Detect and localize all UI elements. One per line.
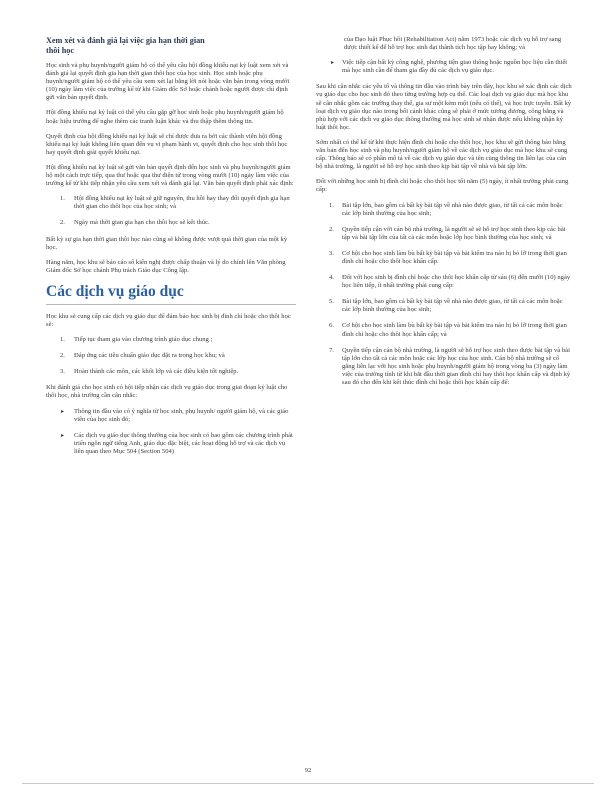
list-item	[46, 336, 296, 344]
list-number: 2.	[60, 219, 65, 227]
paragraph: Học sinh và phụ huynh/người giám hộ có thể yêu cầu hội đồng khiếu nại kỷ luật xem xét và đánh giá lại quyết định gia hạn thời gian thôi học của học sinh. Học sinh hoặc phụ huynh/người giám hộ có thể yêu cầu xem xét lại bằng lời nói hoặc văn bản trong vòng mười (10) ngày làm việc của trường kể từ khi Giám đốc Sở hoặc chánh hoặc người được chỉ định gửi văn bản quyết định.	[46, 62, 290, 102]
list-number: 1.	[60, 195, 65, 203]
list-number: 7.	[329, 346, 334, 354]
list-number: 2.	[60, 352, 65, 360]
list-number: 1.	[60, 336, 65, 344]
bullet-text: Các dịch vụ giáo dục thông thường của học sinh có bao gồm các chương trình phát triển ngôn ngữ tiếng Anh, giáo dục đặc biệt, các hoạt động hỗ trợ và các dịch vụ liên quan theo Mục 504 (Section 504)	[74, 431, 293, 455]
bullet-text: Việc tiếp cận bất kỳ công nghệ, phương tiện giao thông hoặc nguồn học liệu cần thiết mà học sinh cần để tham gia đầy đủ các dịch vụ giáo dục.	[342, 59, 568, 75]
list-number: 5.	[329, 298, 334, 306]
bullet-arrow-icon: ▸	[61, 408, 65, 415]
list-text: Bài tập lớn, bao gồm cả bất kỳ bài tập về nhà nào được giao, từ tất cả các môn hoặc các lớp bình thường của học sinh;	[342, 201, 563, 217]
list-text: Đáp ứng các tiêu chuẩn giáo dục đặt ra trong học khu; và	[74, 352, 225, 360]
list-text: Quyền tiếp cận cán bộ nhà trường, là người sẽ hỗ trợ học sinh theo được bài tập và bài tập lớn cho tất cả các môn hoặc các lớp học của học sinh. Cán bộ nhà trường sẽ cố gắng liên lạc với học sinh hoặc phụ huynh/người giám hộ trong vòng ba (3) ngày làm việc của trường tính từ khi bắt đầu thời gian đình chỉ hay thôi học khẩn cấp và định kỳ sau đó cho đến khi kết thúc đình chỉ hoặc thôi học khẩn cấp để:	[342, 346, 571, 386]
list-item	[316, 202, 572, 218]
footer-divider	[22, 783, 594, 784]
paragraph: Bất kỳ sự gia hạn thời gian thôi học nào cũng sẽ không được vượt quá thời gian của một kỳ học.	[46, 235, 288, 251]
bullet-arrow-icon: ▸	[61, 432, 65, 439]
left-column	[46, 36, 296, 464]
paragraph: Hội đồng khiếu nại kỷ luật sẽ gửi văn bản quyết định đến học sinh và phụ huynh/người giám hộ một cách trực tiếp, qua thư hoặc qua thư điện tử trong vòng mười (10) ngày làm việc của trường kể từ khi tiếp nhận yêu cầu xem xét và đánh giá lại. Văn bản quyết định phải xác định:	[46, 163, 294, 188]
bullet-item	[46, 408, 296, 424]
list-text: Quyền tiếp cận với cán bộ nhà trường, là người sẽ sẽ hỗ trợ học sinh theo kịp các bài tập và bài tập lớn của tất cả các môn hoặc lớp học bình thường của học sinh; và	[342, 225, 566, 241]
list-item	[316, 347, 572, 387]
section-divider	[46, 304, 296, 305]
list-text: Đối với học sinh bị đình chỉ hoặc cho thôi học khẩn cấp từ sáu (6) đến mười (10) ngày học liên tiếp, ít nhất trường phải cung cấp:	[342, 274, 571, 290]
section-title: Các dịch vụ giáo dục	[46, 282, 184, 300]
page-number: 92	[304, 767, 312, 774]
list-item	[46, 219, 296, 227]
list-item	[316, 322, 572, 338]
list-text: Bài tập lớn, bao gồm cả bất kỳ bài tập về nhà nào được giao, từ tất cả các môn hoặc các lớp bình thường của học sinh;	[342, 298, 563, 314]
list-text: Ngày mà thời gian gia hạn cho thôi học sẽ kết thúc.	[74, 219, 210, 227]
list-item	[316, 274, 572, 290]
paragraph: Quyết định của hội đồng khiếu nại kỷ luật sẽ chỉ được đưa ra bởi các thành viên hội đồng khiếu nại kỷ luật không liên quan đến vụ vi phạm hành vi, quyết định cho học sinh thôi học hay quyết định giải quyết khiếu nại.	[46, 132, 288, 156]
list-number: 4.	[329, 274, 334, 282]
list-item	[316, 226, 572, 242]
paragraph: Hội đồng khiếu nại kỷ luật có thể yêu cầu gặp gỡ học sinh hoặc phụ huynh/người giám hộ hoặc hiệu trưởng để nghe thêm các tranh luận khác và thu thập thêm thông tin.	[46, 109, 284, 125]
list-item	[46, 352, 296, 360]
paragraph: Khi đánh giá cho học sinh có hội tiếp nhận các dịch vụ giáo dục trong giai đoạn kỷ luật cho thôi học, nhà trường cần cân nhắc:	[46, 384, 288, 400]
list-number: 3.	[60, 368, 65, 376]
bullet-item	[46, 432, 296, 456]
list-text: Cơ hội cho học sinh làm bù bất kỳ bài tập và bài kiểm tra nào bị bỏ lỡ trong thời gian đình chỉ hoặc cho thôi học khẩn cấp.	[342, 249, 567, 265]
right-column	[316, 36, 572, 395]
list-text: Hội đồng khiếu nại kỷ luật sẽ giữ nguyên, thu hồi hay thay đổi quyết định gia hạn thời gian cho thôi học của học sinh; và	[74, 195, 290, 211]
paragraph: Sau khi cân nhắc các yếu tố và thông tin đầu vào trình bày trên đây, học khu sẽ xác định các dịch vụ giáo dục cho học sinh đó theo từng trường hợp cụ thể. Các loại dịch vụ giáo dục mà học khu sẽ cân nhắc gồm các trường thay thế, gia sư một kèm một (nếu có thể), và học trực tuyến. Bất kỳ loại dịch vụ giáo dục nào trong bối cảnh khác cũng sẽ phải ở mức tương đương, công bằng và phù hợp với các dịch vụ giáo dục thông thường mà học sinh sẽ nhận được nếu không nhận kỷ luật thôi học.	[316, 83, 572, 131]
goals-list	[46, 336, 296, 376]
list-item	[46, 195, 296, 211]
bullet-text: Thông tin đầu vào có ý nghĩa từ học sinh, phụ huynh/ người giám hộ, và các giáo viên của học sinh đó;	[74, 407, 289, 423]
list-item	[46, 368, 296, 376]
paragraph: Học khu sẽ cung cấp các dịch vụ giáo dục để đảm bảo học sinh bị đình chỉ hoặc cho thôi học sẽ:	[46, 312, 291, 328]
considerations-list	[46, 408, 296, 456]
considerations-list-continued	[316, 59, 572, 75]
services-list	[316, 202, 572, 388]
list-item	[316, 250, 572, 266]
list-text: Tiếp tục tham gia vào chương trình giáo dục chung ;	[74, 336, 213, 344]
list-number: 2.	[329, 225, 334, 233]
paragraph: Đối với những học sinh bị đình chỉ hoặc cho thôi học tối năm (5) ngày, ít nhất trường phải cung cấp:	[316, 178, 569, 194]
list-text: Hoàn thành các môn, các khối lớp và các điều kiện tốt nghiệp.	[74, 368, 239, 376]
subheading-review: Xem xét và đánh giá lại việc gia hạn thời gian thôi học	[46, 36, 205, 55]
paragraph: Sớm nhất có thể kể từ khi thực hiện đình chỉ hoặc cho thôi học, học khu sẽ gửi thông báo bằng văn bản đến học sinh và phụ huynh/người giám hộ về các dịch vụ giáo dục mà học khu sẽ cung cấp. Thông báo sẽ có phần mô tả về các dịch vụ giáo dục và tên cùng thông tin liên lạc của cán bộ nhà trường, là người sẽ hỗ trợ học sinh theo kịp bài tập về nhà và bài tập lớn.	[316, 138, 568, 171]
paragraph: Hàng năm, học khu sẽ báo cáo số kiến nghị được chấp thuận và lý do chính lên Văn phòng Giám đốc Sở học chánh Phụ trách Giáo dục Công lập.	[46, 258, 286, 274]
list-text: Cơ hội cho học sinh làm bù bất kỳ bài tập và bài kiểm tra nào bị bỏ lỡ trong thời gian đình chỉ hoặc cho thôi học khẩn cấp; và	[342, 322, 567, 338]
list-number: 3.	[329, 249, 334, 257]
list-item	[316, 298, 572, 314]
list-number: 6.	[329, 322, 334, 330]
paragraph: của Đạo luật Phục hồi (Rehabilitation Act) năm 1973 hoặc các dịch vụ hỗ trợ sang được thiết kế để hỗ trợ học sinh đạt thành tích học tập hay không; và	[344, 36, 562, 52]
bullet-arrow-icon: ▸	[331, 60, 335, 67]
bullet-item	[316, 59, 572, 75]
decision-list	[46, 195, 296, 227]
list-number: 1.	[329, 201, 334, 209]
